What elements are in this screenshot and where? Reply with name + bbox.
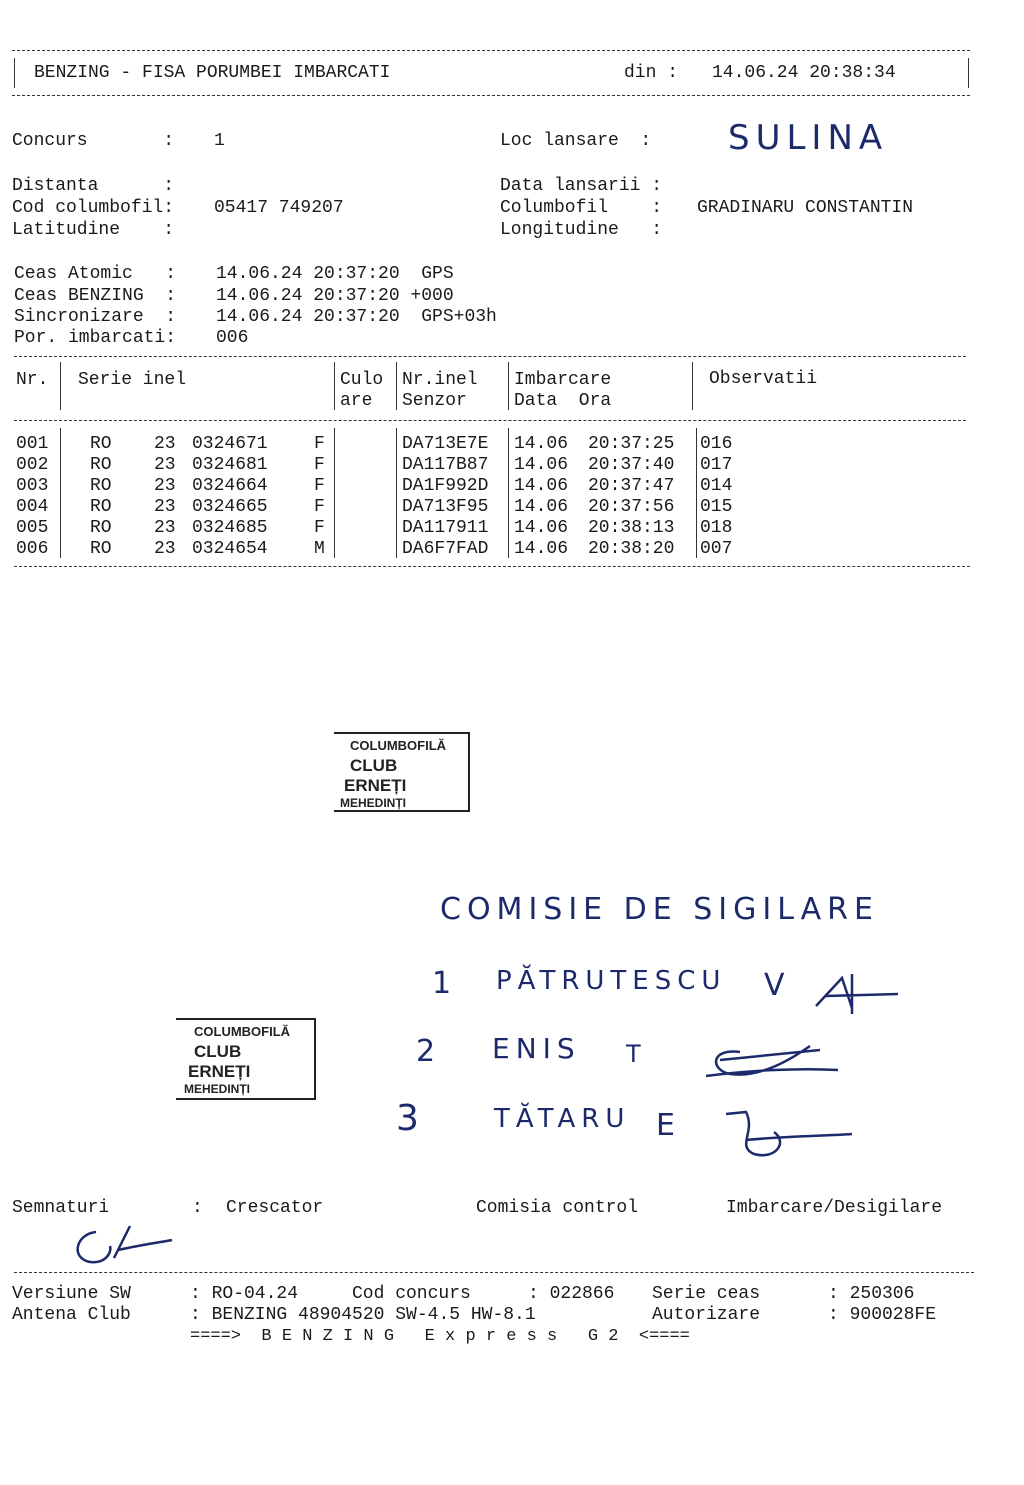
- antena-club-value: : BENZING 48904520 SW-4.5 HW-8.1: [190, 1305, 536, 1325]
- header-din-label: din :: [624, 63, 679, 83]
- crescator-label: Crescator: [226, 1198, 324, 1218]
- row-data: 14.06: [514, 497, 569, 517]
- row-nr: 002: [16, 455, 49, 475]
- member-1-name: PĂTRUTESCU: [496, 966, 727, 996]
- longitudine-label: Longitudine :: [500, 220, 663, 240]
- ceas-benzing-value: 14.06.24 20:37:20 +000: [216, 286, 454, 306]
- table-col-sep-4: [508, 362, 509, 410]
- columbofil-label: Columbofil :: [500, 198, 663, 218]
- table-col-sep-2: [334, 362, 335, 410]
- th-observatii: Observatii: [709, 369, 818, 389]
- row-ring: 0324671: [192, 434, 268, 454]
- header-bottom-border: [12, 95, 970, 96]
- header-left-border: [14, 58, 15, 88]
- table-col-sep-3: [396, 362, 397, 410]
- row-ring: 0324685: [192, 518, 268, 538]
- table-header-border: [14, 420, 966, 421]
- row-ora: 20:37:47: [588, 476, 675, 496]
- footer-top-border: [14, 1272, 974, 1273]
- page-title: BENZING - FISA PORUMBEI IMBARCATI: [34, 63, 391, 83]
- row-ora: 20:37:40: [588, 455, 675, 475]
- row-data: 14.06: [514, 434, 569, 454]
- semnaturi-label: Semnaturi: [12, 1198, 110, 1218]
- crescator-signature: [66, 1218, 176, 1268]
- row-data: 14.06: [514, 539, 569, 559]
- latitudine-label: Latitudine :: [12, 220, 175, 240]
- row-ora: 20:37:56: [588, 497, 675, 517]
- stamp-line-2: CLUB: [350, 756, 398, 775]
- cod-columbofil-label: Cod columbofil:: [12, 198, 175, 218]
- row-data: 14.06: [514, 476, 569, 496]
- member-3-initial: E: [656, 1108, 681, 1143]
- concurs-label: Concurs :: [12, 131, 175, 151]
- header-right-border: [968, 58, 969, 88]
- autorizare-value: : 900028FE: [828, 1305, 937, 1325]
- table-body-sep-5: [696, 428, 697, 558]
- table-top-border: [14, 356, 966, 357]
- row-year: 23: [154, 434, 176, 454]
- cod-concurs-label: Cod concurs: [352, 1284, 471, 1304]
- table-body-sep-3: [396, 428, 397, 558]
- row-senzor: DA6F7FAD: [402, 539, 489, 559]
- semnaturi-colon: :: [192, 1198, 203, 1218]
- member-3-name: TĂTARU: [494, 1104, 631, 1134]
- row-senzor: DA713E7E: [402, 434, 489, 454]
- row-sex: F: [314, 434, 325, 454]
- row-nr: 001: [16, 434, 49, 454]
- table-body-sep-4: [508, 428, 509, 558]
- table-col-sep-1: [60, 362, 61, 410]
- table-bottom-border: [14, 566, 970, 567]
- row-sex: M: [314, 539, 325, 559]
- th-nr-inel-2: Senzor: [402, 391, 467, 411]
- member-1-number: 1: [432, 966, 458, 1001]
- row-obs: 007: [700, 539, 733, 559]
- loc-lansare-handwritten: SULINA: [728, 118, 889, 158]
- versiune-sw-label: Versiune SW: [12, 1284, 131, 1304]
- por-imbarcati-label: Por. imbarcati:: [14, 328, 177, 348]
- club-stamp: [334, 732, 470, 812]
- th-data-ora: Data Ora: [514, 391, 612, 411]
- member-1-signature: [812, 968, 902, 1018]
- distanta-label: Distanta :: [12, 176, 175, 196]
- th-culoare-1: Culo: [340, 370, 384, 390]
- stamp-line-3: ERNEȚI: [188, 1062, 251, 1081]
- row-obs: 016: [700, 434, 733, 454]
- row-year: 23: [154, 539, 176, 559]
- row-ring: 0324654: [192, 539, 268, 559]
- header-datetime: 14.06.24 20:38:34: [712, 63, 896, 83]
- cod-concurs-value: : 022866: [528, 1284, 615, 1304]
- row-sex: F: [314, 455, 325, 475]
- footer-banner: ====> B E N Z I N G E x p r e s s G 2 <====: [190, 1327, 690, 1346]
- member-2-signature: [700, 1030, 840, 1090]
- row-obs: 014: [700, 476, 733, 496]
- row-data: 14.06: [514, 455, 569, 475]
- ceas-benzing-label: Ceas BENZING :: [14, 286, 177, 306]
- row-senzor: DA117B87: [402, 455, 489, 475]
- stamp-line-4: MEHEDINȚI: [184, 1082, 250, 1096]
- row-year: 23: [154, 476, 176, 496]
- row-nr: 003: [16, 476, 49, 496]
- member-3-signature: [716, 1102, 856, 1168]
- row-nr: 005: [16, 518, 49, 538]
- row-year: 23: [154, 455, 176, 475]
- por-imbarcati-value: 006: [216, 328, 249, 348]
- row-obs: 015: [700, 497, 733, 517]
- row-sex: F: [314, 518, 325, 538]
- table-body-sep-2: [334, 428, 335, 558]
- autorizare-label: Autorizare: [652, 1305, 761, 1325]
- stamp-line-3: ERNEȚI: [344, 776, 407, 795]
- row-sex: F: [314, 476, 325, 496]
- sincronizare-label: Sincronizare :: [14, 307, 177, 327]
- antena-club-label: Antena Club: [12, 1305, 131, 1325]
- stamp-line-1: COLUMBOFILĂ: [194, 1024, 291, 1039]
- row-country: RO: [90, 434, 112, 454]
- row-sex: F: [314, 497, 325, 517]
- row-nr: 006: [16, 539, 49, 559]
- ceas-atomic-value: 14.06.24 20:37:20 GPS: [216, 264, 454, 284]
- row-obs: 018: [700, 518, 733, 538]
- row-year: 23: [154, 497, 176, 517]
- row-ring: 0324665: [192, 497, 268, 517]
- commission-title: COMISIE DE SIGILARE: [440, 892, 879, 927]
- row-country: RO: [90, 497, 112, 517]
- row-nr: 004: [16, 497, 49, 517]
- row-ora: 20:37:25: [588, 434, 675, 454]
- th-nr: Nr.: [16, 370, 49, 390]
- stamp-line-1: COLUMBOFILĂ: [350, 738, 447, 753]
- member-2-initial: T: [626, 1040, 647, 1068]
- row-senzor: DA117911: [402, 518, 489, 538]
- concurs-value: 1: [214, 131, 225, 151]
- versiune-sw-value: : RO-04.24: [190, 1284, 299, 1304]
- th-imbarcare: Imbarcare: [514, 370, 612, 390]
- stamp-line-4: MEHEDINȚI: [340, 796, 406, 810]
- loc-lansare-label: Loc lansare :: [500, 131, 652, 151]
- ceas-atomic-label: Ceas Atomic :: [14, 264, 177, 284]
- th-nr-inel-1: Nr.inel: [402, 370, 478, 390]
- row-ring: 0324681: [192, 455, 268, 475]
- serie-ceas-value: : 250306: [828, 1284, 915, 1304]
- row-senzor: DA1F992D: [402, 476, 489, 496]
- member-2-number: 2: [416, 1034, 442, 1069]
- row-country: RO: [90, 476, 112, 496]
- table-col-sep-5: [692, 362, 693, 410]
- member-3-number: 3: [396, 1098, 425, 1139]
- table-body-sep-1: [60, 428, 61, 558]
- header-top-border: [12, 50, 970, 51]
- row-ora: 20:38:13: [588, 518, 675, 538]
- stamp-line-2: CLUB: [194, 1042, 242, 1061]
- row-data: 14.06: [514, 518, 569, 538]
- th-culoare-2: are: [340, 391, 373, 411]
- row-senzor: DA713F95: [402, 497, 489, 517]
- row-ora: 20:38:20: [588, 539, 675, 559]
- th-serie-inel: Serie inel: [78, 370, 187, 390]
- imbarcare-desigilare-label: Imbarcare/Desigilare: [726, 1198, 943, 1218]
- row-year: 23: [154, 518, 176, 538]
- row-country: RO: [90, 539, 112, 559]
- row-ring: 0324664: [192, 476, 268, 496]
- columbofil-value: GRADINARU CONSTANTIN: [697, 198, 914, 218]
- club-stamp: [176, 1018, 316, 1100]
- row-country: RO: [90, 455, 112, 475]
- comisia-control-label: Comisia control: [476, 1198, 639, 1218]
- member-2-name: ENIS: [492, 1032, 581, 1065]
- member-1-initial: V: [764, 968, 791, 1003]
- row-obs: 017: [700, 455, 733, 475]
- sincronizare-value: 14.06.24 20:37:20 GPS+03h: [216, 307, 497, 327]
- cod-columbofil-value: 05417 749207: [214, 198, 344, 218]
- serie-ceas-label: Serie ceas: [652, 1284, 761, 1304]
- row-country: RO: [90, 518, 112, 538]
- data-lansarii-label: Data lansarii :: [500, 176, 663, 196]
